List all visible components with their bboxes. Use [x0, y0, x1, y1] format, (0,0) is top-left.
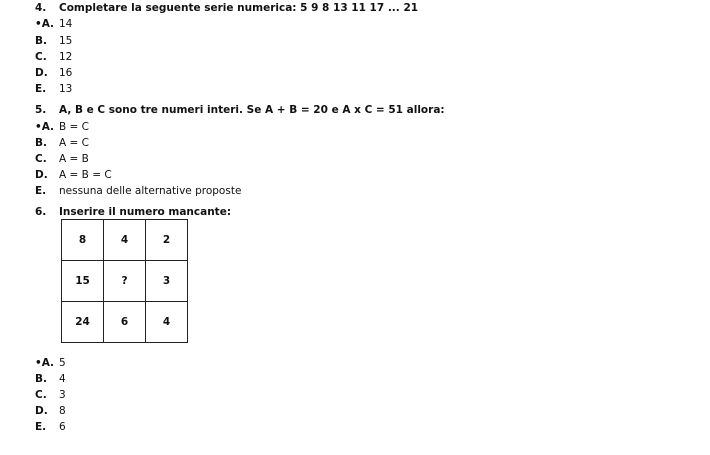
option-text: 15 [59, 35, 73, 47]
option-text: A = B [59, 153, 89, 165]
q5-option-e [35, 185, 241, 198]
option-text: 4 [59, 373, 66, 385]
option-text: 12 [59, 51, 73, 63]
option-text: 3 [59, 389, 66, 401]
option-letter: D. [35, 67, 48, 79]
question-number: 5. [35, 104, 47, 116]
q4-option-e [35, 83, 72, 96]
grid-row [62, 302, 188, 343]
question-4-title [35, 2, 418, 15]
q4-option-c [35, 51, 72, 64]
number-grid [61, 219, 188, 343]
option-letter: B. [35, 137, 47, 149]
question-text: Inserire il numero mancante: [59, 206, 232, 218]
grid-cell: 6 [104, 302, 146, 343]
grid-row [62, 220, 188, 261]
option-letter: C. [35, 51, 47, 63]
grid-cell: 4 [146, 302, 188, 343]
q4-option-a [35, 18, 72, 31]
option-text: B = C [59, 121, 90, 133]
option-text: 14 [59, 18, 73, 30]
option-text: 8 [59, 405, 66, 417]
grid-cell: 24 [62, 302, 104, 343]
option-text: 6 [59, 421, 66, 433]
q6-option-e [35, 421, 66, 434]
q6-option-d [35, 405, 66, 418]
question-number: 4. [35, 2, 47, 14]
q5-option-a [35, 121, 89, 134]
q6-option-b [35, 373, 66, 386]
option-letter: •A. [35, 18, 55, 30]
question-5-title [35, 104, 445, 117]
question-number: 6. [35, 206, 47, 218]
q5-option-b [35, 137, 89, 150]
q5-option-d [35, 169, 112, 182]
option-letter: •A. [35, 357, 55, 369]
option-text: 16 [59, 67, 73, 79]
grid-cell-missing: ? [104, 261, 146, 302]
grid-cell: 15 [62, 261, 104, 302]
option-letter: C. [35, 389, 47, 401]
option-letter: C. [35, 153, 47, 165]
option-letter: B. [35, 373, 47, 385]
grid-cell: 8 [62, 220, 104, 261]
option-text: A = B = C [59, 169, 112, 181]
q6-option-a [35, 357, 66, 370]
q4-option-d [35, 67, 72, 80]
option-text: nessuna delle alternative proposte [59, 185, 242, 197]
q6-option-c [35, 389, 66, 402]
option-letter: E. [35, 421, 47, 433]
option-letter: D. [35, 405, 48, 417]
question-text: Completare la seguente serie numerica: 5 9 8 13 11 17 ... 21 [59, 2, 419, 14]
option-letter: B. [35, 35, 47, 47]
option-letter: E. [35, 185, 47, 197]
option-letter: D. [35, 169, 48, 181]
question-6-title [35, 206, 231, 219]
q4-option-b [35, 35, 72, 48]
q5-option-c [35, 153, 89, 166]
grid-row [62, 261, 188, 302]
option-text: 13 [59, 83, 73, 95]
grid-cell: 3 [146, 261, 188, 302]
option-text: A = C [59, 137, 89, 149]
option-letter: •A. [35, 121, 55, 133]
grid-cell: 4 [104, 220, 146, 261]
option-letter: E. [35, 83, 47, 95]
option-text: 5 [59, 357, 66, 369]
question-text: A, B e C sono tre numeri interi. Se A + B = 20 e A x C = 51 allora: [59, 104, 445, 116]
grid-cell: 2 [146, 220, 188, 261]
